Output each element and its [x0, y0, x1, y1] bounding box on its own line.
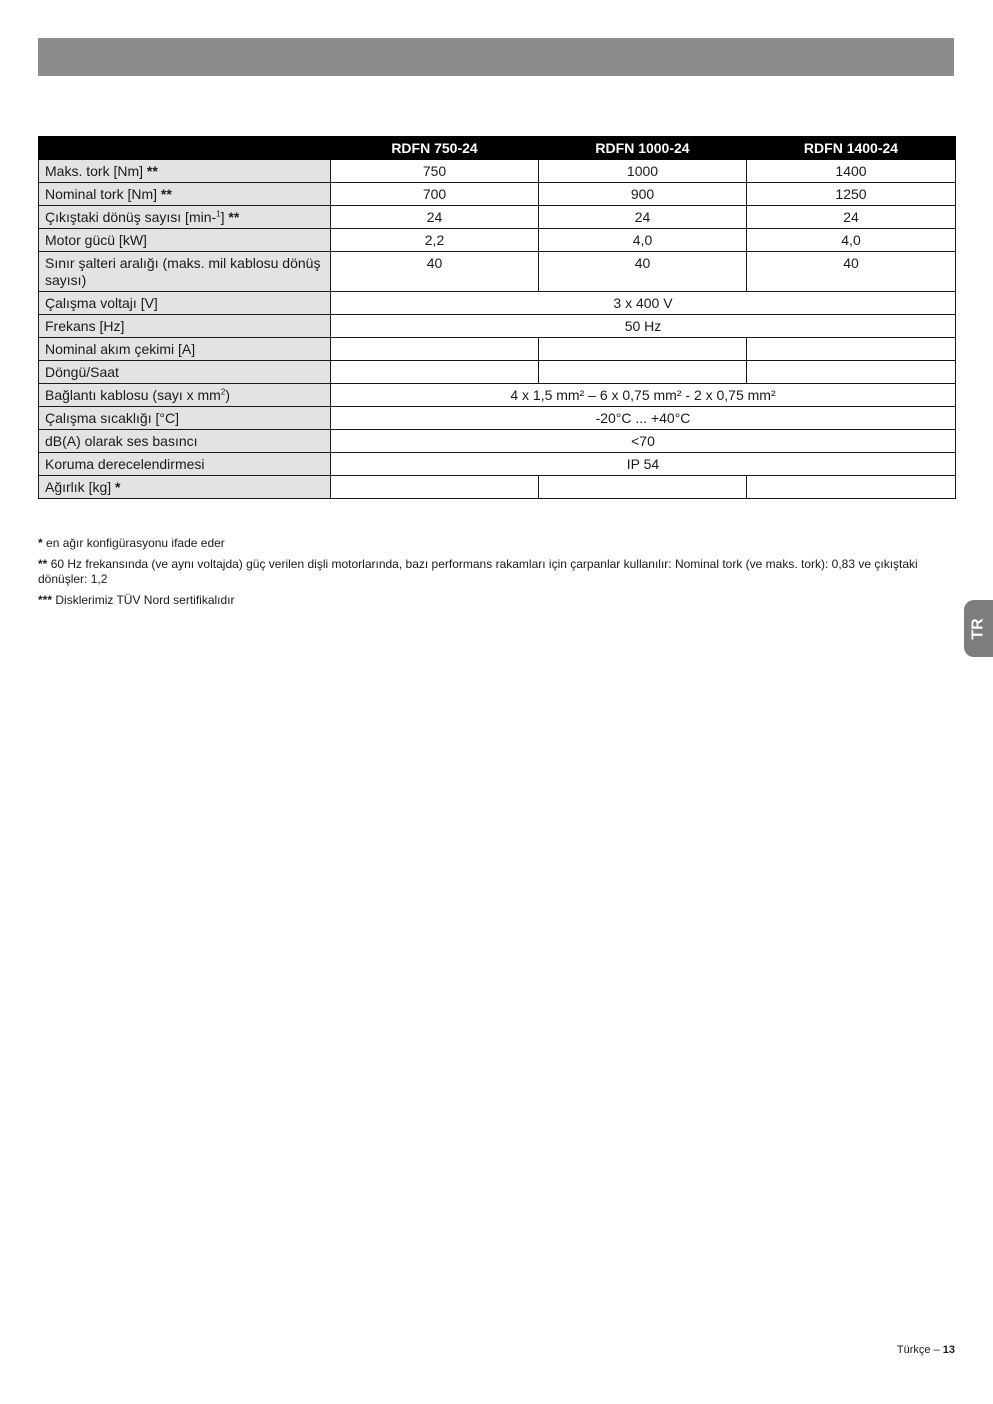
- row-value: [539, 338, 747, 361]
- table-row: [39, 183, 956, 206]
- row-value: 1400: [747, 160, 956, 183]
- row-value: [331, 338, 539, 361]
- row-label: dB(A) olarak ses basıncı: [39, 430, 331, 453]
- row-value-span: IP 54: [331, 453, 956, 476]
- header-cell-model: RDFN 750-24: [331, 137, 539, 160]
- page-number: 13: [942, 1344, 955, 1356]
- row-label: Ağırlık [kg] *: [39, 476, 331, 499]
- table-row: [39, 206, 956, 229]
- footnote: * en ağır konfigürasyonu ifade eder: [38, 536, 225, 550]
- row-label: Nominal tork [Nm] **: [39, 183, 331, 206]
- row-label: Sınır şalteri aralığı (maks. mil kablosu dönüş sayısı): [39, 252, 331, 292]
- footnotes: [38, 536, 938, 614]
- spec-table: [38, 136, 956, 499]
- row-value: [331, 361, 539, 384]
- row-value: 40: [331, 252, 539, 292]
- row-value: [539, 476, 747, 499]
- row-label: Bağlantı kablosu (sayı x $mm^2$): [39, 384, 331, 407]
- row-value: [747, 476, 956, 499]
- row-value: 4,0: [747, 229, 956, 252]
- footer-language: Türkçe –: [896, 1344, 940, 1356]
- row-value: 750: [331, 160, 539, 183]
- table-row: [39, 160, 956, 183]
- row-value: [539, 361, 747, 384]
- row-value: 40: [539, 252, 747, 292]
- row-value: [747, 361, 956, 384]
- table-row: [39, 430, 956, 453]
- row-value-span: 3 x 400 V: [331, 292, 956, 315]
- row-value: [747, 338, 956, 361]
- table-row: [39, 476, 956, 499]
- row-label: Motor gücü [kW]: [39, 229, 331, 252]
- table-row: [39, 407, 956, 430]
- footnote: *** Disklerimiz TÜV Nord sertifikalıdır: [38, 593, 235, 607]
- row-value-span: <70: [331, 430, 956, 453]
- row-label: Çıkıştaki dönüş sayısı [min-$^1$] **: [39, 206, 331, 229]
- row-value-span: 50 Hz: [331, 315, 956, 338]
- row-value: [331, 476, 539, 499]
- row-label: Döngü/Saat: [39, 361, 331, 384]
- row-label: Maks. tork [Nm] **: [39, 160, 331, 183]
- table-row: [39, 292, 956, 315]
- table-row: [39, 384, 956, 407]
- header-cell-model: RDFN 1400-24: [747, 137, 956, 160]
- language-tab: [964, 600, 993, 657]
- row-value: 4,0: [539, 229, 747, 252]
- table-row: [39, 229, 956, 252]
- row-value: 24: [539, 206, 747, 229]
- table-row: [39, 361, 956, 384]
- row-value: 24: [747, 206, 956, 229]
- footnote: ** 60 Hz frekansında (ve aynı voltajda) güç verilen dişli motorlarında, bazı performans rakamları için çarpanlar kullanılır: Nominal tork (ve maks. tork): 0,83 ve çıkıştaki dönüşler: 1,2: [38, 557, 918, 586]
- row-value: 2,2: [331, 229, 539, 252]
- table-row: [39, 315, 956, 338]
- table-row: [39, 453, 956, 476]
- row-value: 900: [539, 183, 747, 206]
- row-label: Frekans [Hz]: [39, 315, 331, 338]
- row-label: Çalışma voltajı [V]: [39, 292, 331, 315]
- page-footer: [897, 1344, 955, 1356]
- row-value-span: -20°C ... +40°C: [331, 407, 956, 430]
- language-tab-label: TR: [969, 617, 987, 640]
- row-label: Koruma derecelendirmesi: [39, 453, 331, 476]
- header-cell-empty: [39, 137, 331, 160]
- row-value: 700: [331, 183, 539, 206]
- table-header-row: [39, 137, 956, 160]
- header-bar: [38, 38, 954, 76]
- row-label: Çalışma sıcaklığı [°C]: [39, 407, 331, 430]
- row-value: 24: [331, 206, 539, 229]
- row-label: Nominal akım çekimi [A]: [39, 338, 331, 361]
- row-value: 1250: [747, 183, 956, 206]
- table-row: [39, 338, 956, 361]
- row-value-span: 4 x 1,5 mm² – 6 x 0,75 mm² - 2 x 0,75 mm²: [331, 384, 956, 407]
- row-value: 40: [747, 252, 956, 292]
- row-value: 1000: [539, 160, 747, 183]
- header-cell-model: RDFN 1000-24: [539, 137, 747, 160]
- table-row: [39, 252, 956, 292]
